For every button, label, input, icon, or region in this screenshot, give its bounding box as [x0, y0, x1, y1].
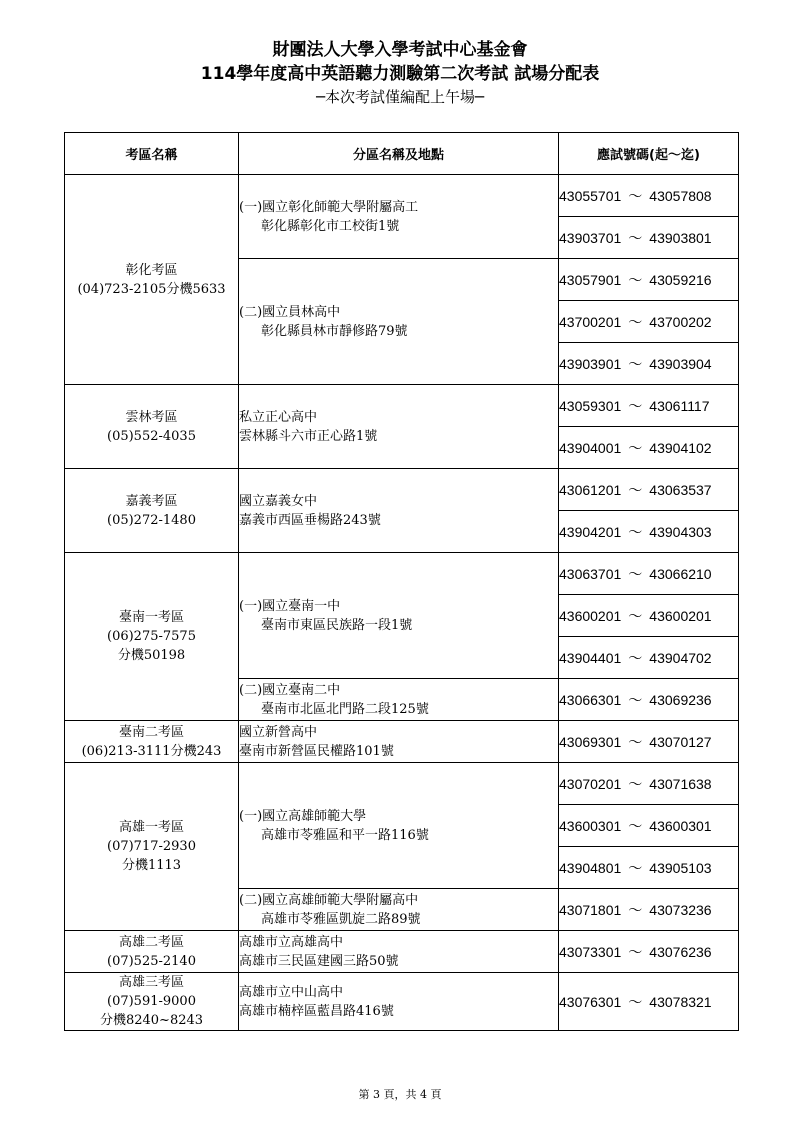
site-cell	[239, 889, 559, 931]
range-separator: ～	[628, 607, 643, 624]
range-start: 43076301	[559, 993, 622, 1010]
exam-area-contact: 分機50198	[117, 648, 186, 663]
table-header-row	[65, 133, 739, 175]
column-header-area: 考區名稱	[65, 133, 239, 175]
site-name: 國立嘉義女中	[239, 493, 318, 509]
range-start: 43069301	[559, 733, 622, 750]
exam-area-contact: (07)591-9000	[107, 994, 196, 1009]
site-name: (一)國立彰化師範大學附屬高工	[239, 199, 419, 215]
site-address: 雲林縣斗六市正心路1號	[239, 428, 378, 444]
document-header	[0, 38, 800, 108]
exam-number-range	[559, 847, 739, 889]
range-separator: ～	[628, 355, 643, 372]
exam-area-cell	[65, 721, 239, 763]
range-separator: ～	[628, 229, 643, 246]
range-start: 43904801	[559, 859, 622, 876]
range-separator: ～	[628, 313, 643, 330]
range-start: 43057901	[559, 271, 622, 288]
exam-number-range	[559, 763, 739, 805]
range-end: 43076236	[649, 943, 712, 960]
exam-area-contact: (04)723-2105分機5633	[77, 281, 226, 297]
range-separator: ～	[628, 993, 643, 1010]
exam-area-contact: (05)272-1480	[107, 512, 196, 528]
site-name: 私立正心高中	[239, 409, 318, 425]
exam-area-cell	[65, 385, 239, 469]
exam-area-contact: 分機8240~8243	[99, 1013, 204, 1028]
exam-area-name: 嘉義考區	[125, 493, 178, 509]
site-cell	[239, 763, 559, 889]
range-end: 43904303	[649, 523, 712, 540]
site-cell	[239, 553, 559, 679]
exam-number-range	[559, 427, 739, 469]
exam-number-range	[559, 931, 739, 973]
exam-area-cell	[65, 931, 239, 973]
exam-number-range	[559, 301, 739, 343]
allocation-table-body	[65, 175, 739, 1031]
exam-area-name: 高雄一考區	[118, 820, 184, 835]
site-cell	[239, 469, 559, 553]
exam-number-range	[559, 217, 739, 259]
range-start: 43903901	[559, 355, 622, 372]
range-end: 43061117	[649, 397, 710, 414]
page-footer: 第 3 頁，共 4 頁	[358, 1088, 442, 1101]
range-start: 43073301	[559, 943, 622, 960]
table-row	[65, 469, 739, 511]
site-name: (一)國立高雄師範大學	[239, 808, 367, 824]
exam-area-name: 臺南二考區	[118, 724, 184, 740]
site-address: 嘉義市西區垂楊路243號	[239, 512, 381, 528]
column-header-site: 分區名稱及地點	[239, 133, 559, 175]
table-row	[65, 721, 739, 763]
exam-area-cell	[65, 469, 239, 553]
exam-number-range	[559, 511, 739, 553]
allocation-table	[64, 132, 739, 1031]
exam-area-contact: 分機1113	[121, 858, 182, 873]
range-end: 43066210	[649, 565, 712, 582]
site-cell	[239, 259, 559, 385]
exam-area-name: 高雄三考區	[118, 975, 184, 990]
range-end: 43069236	[649, 691, 712, 708]
range-separator: ～	[628, 271, 643, 288]
site-name: (一)國立臺南一中	[239, 598, 341, 614]
exam-area-name: 高雄二考區	[118, 934, 184, 950]
exam-number-range	[559, 889, 739, 931]
range-separator: ～	[628, 943, 643, 960]
session-note: ─本次考試僅編配上午場─	[315, 88, 485, 106]
site-name: 國立新營高中	[239, 724, 318, 740]
exam-area-cell	[65, 973, 239, 1031]
range-end: 43059216	[649, 271, 712, 288]
range-separator: ～	[628, 565, 643, 582]
org-name: 財團法人大學入學考試中心基金會	[272, 40, 528, 60]
range-separator: ～	[628, 733, 643, 750]
exam-number-range	[559, 469, 739, 511]
range-end: 43904702	[649, 649, 712, 666]
exam-area-name: 彰化考區	[125, 262, 178, 278]
range-end: 43070127	[649, 733, 712, 750]
table-row	[65, 763, 739, 805]
site-address: 臺南市東區民族路一段1號	[261, 617, 413, 633]
exam-number-range	[559, 721, 739, 763]
range-end: 43905103	[649, 859, 712, 876]
range-start: 43071801	[559, 901, 622, 918]
range-start: 43904001	[559, 439, 622, 456]
exam-area-cell	[65, 763, 239, 931]
range-start: 43700201	[559, 313, 622, 330]
range-separator: ～	[628, 523, 643, 540]
exam-area-contact: (06)275-7575	[107, 629, 196, 644]
site-address: 彰化縣員林市靜修路79號	[261, 323, 408, 339]
range-end: 43057808	[649, 187, 712, 204]
range-start: 43903701	[559, 229, 622, 246]
site-name: (二)國立員林高中	[239, 304, 341, 320]
table-row	[65, 385, 739, 427]
exam-area-cell	[65, 553, 239, 721]
column-header-range: 應試號碼(起～迄)	[559, 133, 739, 175]
exam-area-contact: (06)213-3111分機243	[81, 743, 222, 759]
exam-number-range	[559, 175, 739, 217]
site-cell	[239, 931, 559, 973]
exam-number-range	[559, 805, 739, 847]
exam-area-contact: (07)525-2140	[107, 953, 196, 969]
range-end: 43904102	[649, 439, 712, 456]
site-cell	[239, 175, 559, 259]
site-address: 臺南市新營區民權路101號	[239, 743, 394, 759]
exam-area-cell	[65, 175, 239, 385]
exam-number-range	[559, 973, 739, 1031]
range-start: 43066301	[559, 691, 622, 708]
range-separator: ～	[628, 397, 643, 414]
range-end: 43600201	[649, 607, 712, 624]
site-address: 高雄市楠梓區藍昌路416號	[239, 1003, 394, 1019]
exam-number-range	[559, 679, 739, 721]
site-cell	[239, 385, 559, 469]
range-separator: ～	[628, 901, 643, 918]
range-end: 43078321	[649, 993, 712, 1010]
document-title: 114學年度高中英語聽力測驗第二次考試 試場分配表	[200, 64, 600, 84]
range-start: 43904201	[559, 523, 622, 540]
exam-number-range	[559, 343, 739, 385]
range-end: 43071638	[649, 775, 712, 792]
range-start: 43600201	[559, 607, 622, 624]
site-cell	[239, 679, 559, 721]
site-address: 臺南市北區北門路二段125號	[261, 701, 429, 717]
exam-number-range	[559, 553, 739, 595]
site-address: 高雄市苓雅區凱旋二路89號	[261, 911, 421, 927]
site-address: 高雄市苓雅區和平一路116號	[261, 827, 429, 843]
range-start: 43055701	[559, 187, 622, 204]
range-separator: ～	[628, 775, 643, 792]
range-start: 43059301	[559, 397, 622, 414]
exam-area-name: 臺南一考區	[118, 610, 184, 625]
range-end: 43073236	[649, 901, 712, 918]
range-end: 43700202	[649, 313, 712, 330]
site-name: 高雄市立高雄高中	[239, 934, 344, 950]
table-row	[65, 931, 739, 973]
exam-number-range	[559, 385, 739, 427]
range-end: 43903904	[649, 355, 712, 372]
range-end: 43063537	[649, 481, 712, 498]
site-address: 彰化縣彰化市工校街1號	[261, 218, 400, 234]
exam-number-range	[559, 259, 739, 301]
range-start: 43063701	[559, 565, 622, 582]
range-separator: ～	[628, 481, 643, 498]
site-name: (二)國立高雄師範大學附屬高中	[239, 892, 419, 908]
table-row	[65, 973, 739, 1031]
range-separator: ～	[628, 691, 643, 708]
table-row	[65, 175, 739, 217]
range-separator: ～	[628, 439, 643, 456]
range-start: 43070201	[559, 775, 622, 792]
range-start: 43061201	[559, 481, 622, 498]
range-separator: ～	[628, 649, 643, 666]
range-start: 43904401	[559, 649, 622, 666]
range-separator: ～	[628, 859, 643, 876]
exam-area-contact: (05)552-4035	[107, 428, 196, 444]
site-name: 高雄市立中山高中	[239, 984, 344, 1000]
range-separator: ～	[628, 187, 643, 204]
site-cell	[239, 973, 559, 1031]
exam-area-contact: (07)717-2930	[107, 839, 196, 854]
range-end: 43600301	[649, 817, 712, 834]
table-row	[65, 553, 739, 595]
site-name: (二)國立臺南二中	[239, 682, 341, 698]
range-start: 43600301	[559, 817, 622, 834]
site-address: 高雄市三民區建國三路50號	[239, 953, 399, 969]
exam-number-range	[559, 595, 739, 637]
site-cell	[239, 721, 559, 763]
range-separator: ～	[628, 817, 643, 834]
exam-area-name: 雲林考區	[125, 409, 178, 425]
exam-number-range	[559, 637, 739, 679]
range-end: 43903801	[649, 229, 712, 246]
